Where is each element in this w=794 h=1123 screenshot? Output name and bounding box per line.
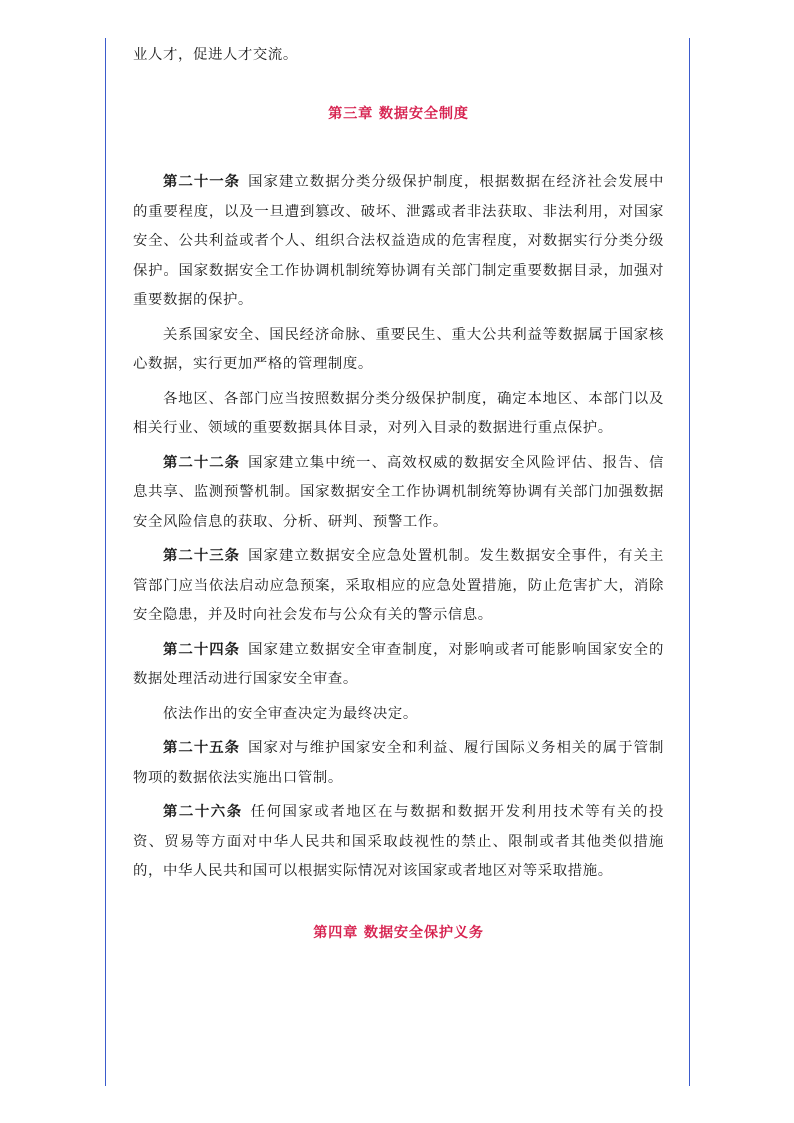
article-22-number: 第二十二条 (163, 454, 241, 471)
article-23-text: 国家建立数据安全应急处置机制。发生数据安全事件，有关主管部门应当依法启动应急预案，采取相应的应急处置措施，防止危害扩大，消除安全隐患，并及时向社会发布与公众有关的警示信息。 (133, 548, 664, 623)
article-21-paragraph-3: 各地区、各部门应当按照数据分类分级保护制度，确定本地区、本部门以及相关行业、领域的重要数据具体目录，对列入目录的数据进行重点保护。 (133, 390, 664, 436)
right-margin-rule (689, 38, 690, 1086)
chapter-4-heading: 第四章 数据安全保护义务 (313, 924, 484, 941)
article-25-text: 国家对与维护国家安全和利益、履行国际义务相关的属于管制物项的数据依法实施出口管制。 (133, 740, 664, 786)
article-22 (133, 449, 664, 538)
article-21-text: 国家建立数据分类分级保护制度，根据数据在经济社会发展中的重要程度，以及一旦遭到篡改、破坏、泄露或者非法获取、非法利用，对国家安全、公共利益或者个人、组织合法权益造成的危害程度，对数据实行分类分级保护。国家数据安全工作协调机制统筹协调有关部门制定重要数据目录，加强对重要数据的保护。 (133, 174, 664, 308)
article-25 (133, 734, 664, 793)
article-21-paragraph-2: 关系国家安全、国民经济命脉、重要民生、重大公共利益等数据属于国家核心数据，实行更加严格的管理制度。 (133, 326, 664, 372)
article-22-text: 国家建立集中统一、高效权威的数据安全风险评估、报告、信息共享、监测预警机制。国家数据安全工作协调机制统筹协调有关部门加强数据安全风险信息的获取、分析、研判、预警工作。 (133, 454, 664, 530)
chapter-3-heading: 第三章 数据安全制度 (328, 105, 469, 122)
article-24-number: 第二十四条 (163, 641, 241, 658)
article-23 (133, 542, 664, 631)
article-21-number: 第二十一条 (163, 174, 241, 190)
article-26 (133, 798, 664, 887)
article-24-paragraph-2: 依法作出的安全审查决定为最终决定。 (163, 705, 418, 722)
left-margin-rule (105, 38, 106, 1086)
article-24 (133, 636, 664, 695)
article-26-text: 任何国家或者地区在与数据和数据开发利用技术等有关的投资、贸易等方面对中华人民共和国采取歧视性的禁止、限制或者其他类似措施的，中华人民共和国可以根据实际情况对该国家或者地区对等采取措施。 (133, 804, 664, 879)
article-24-text: 国家建立数据安全审查制度，对影响或者可能影响国家安全的数据处理活动进行国家安全审查。 (133, 641, 664, 687)
continuation-text: 业人才，促进人才交流。 (133, 47, 298, 63)
article-26-number: 第二十六条 (163, 804, 243, 820)
article-25-number: 第二十五条 (163, 740, 241, 756)
article-23-number: 第二十三条 (163, 548, 241, 564)
document-body (133, 41, 664, 953)
article-21 (133, 168, 664, 316)
